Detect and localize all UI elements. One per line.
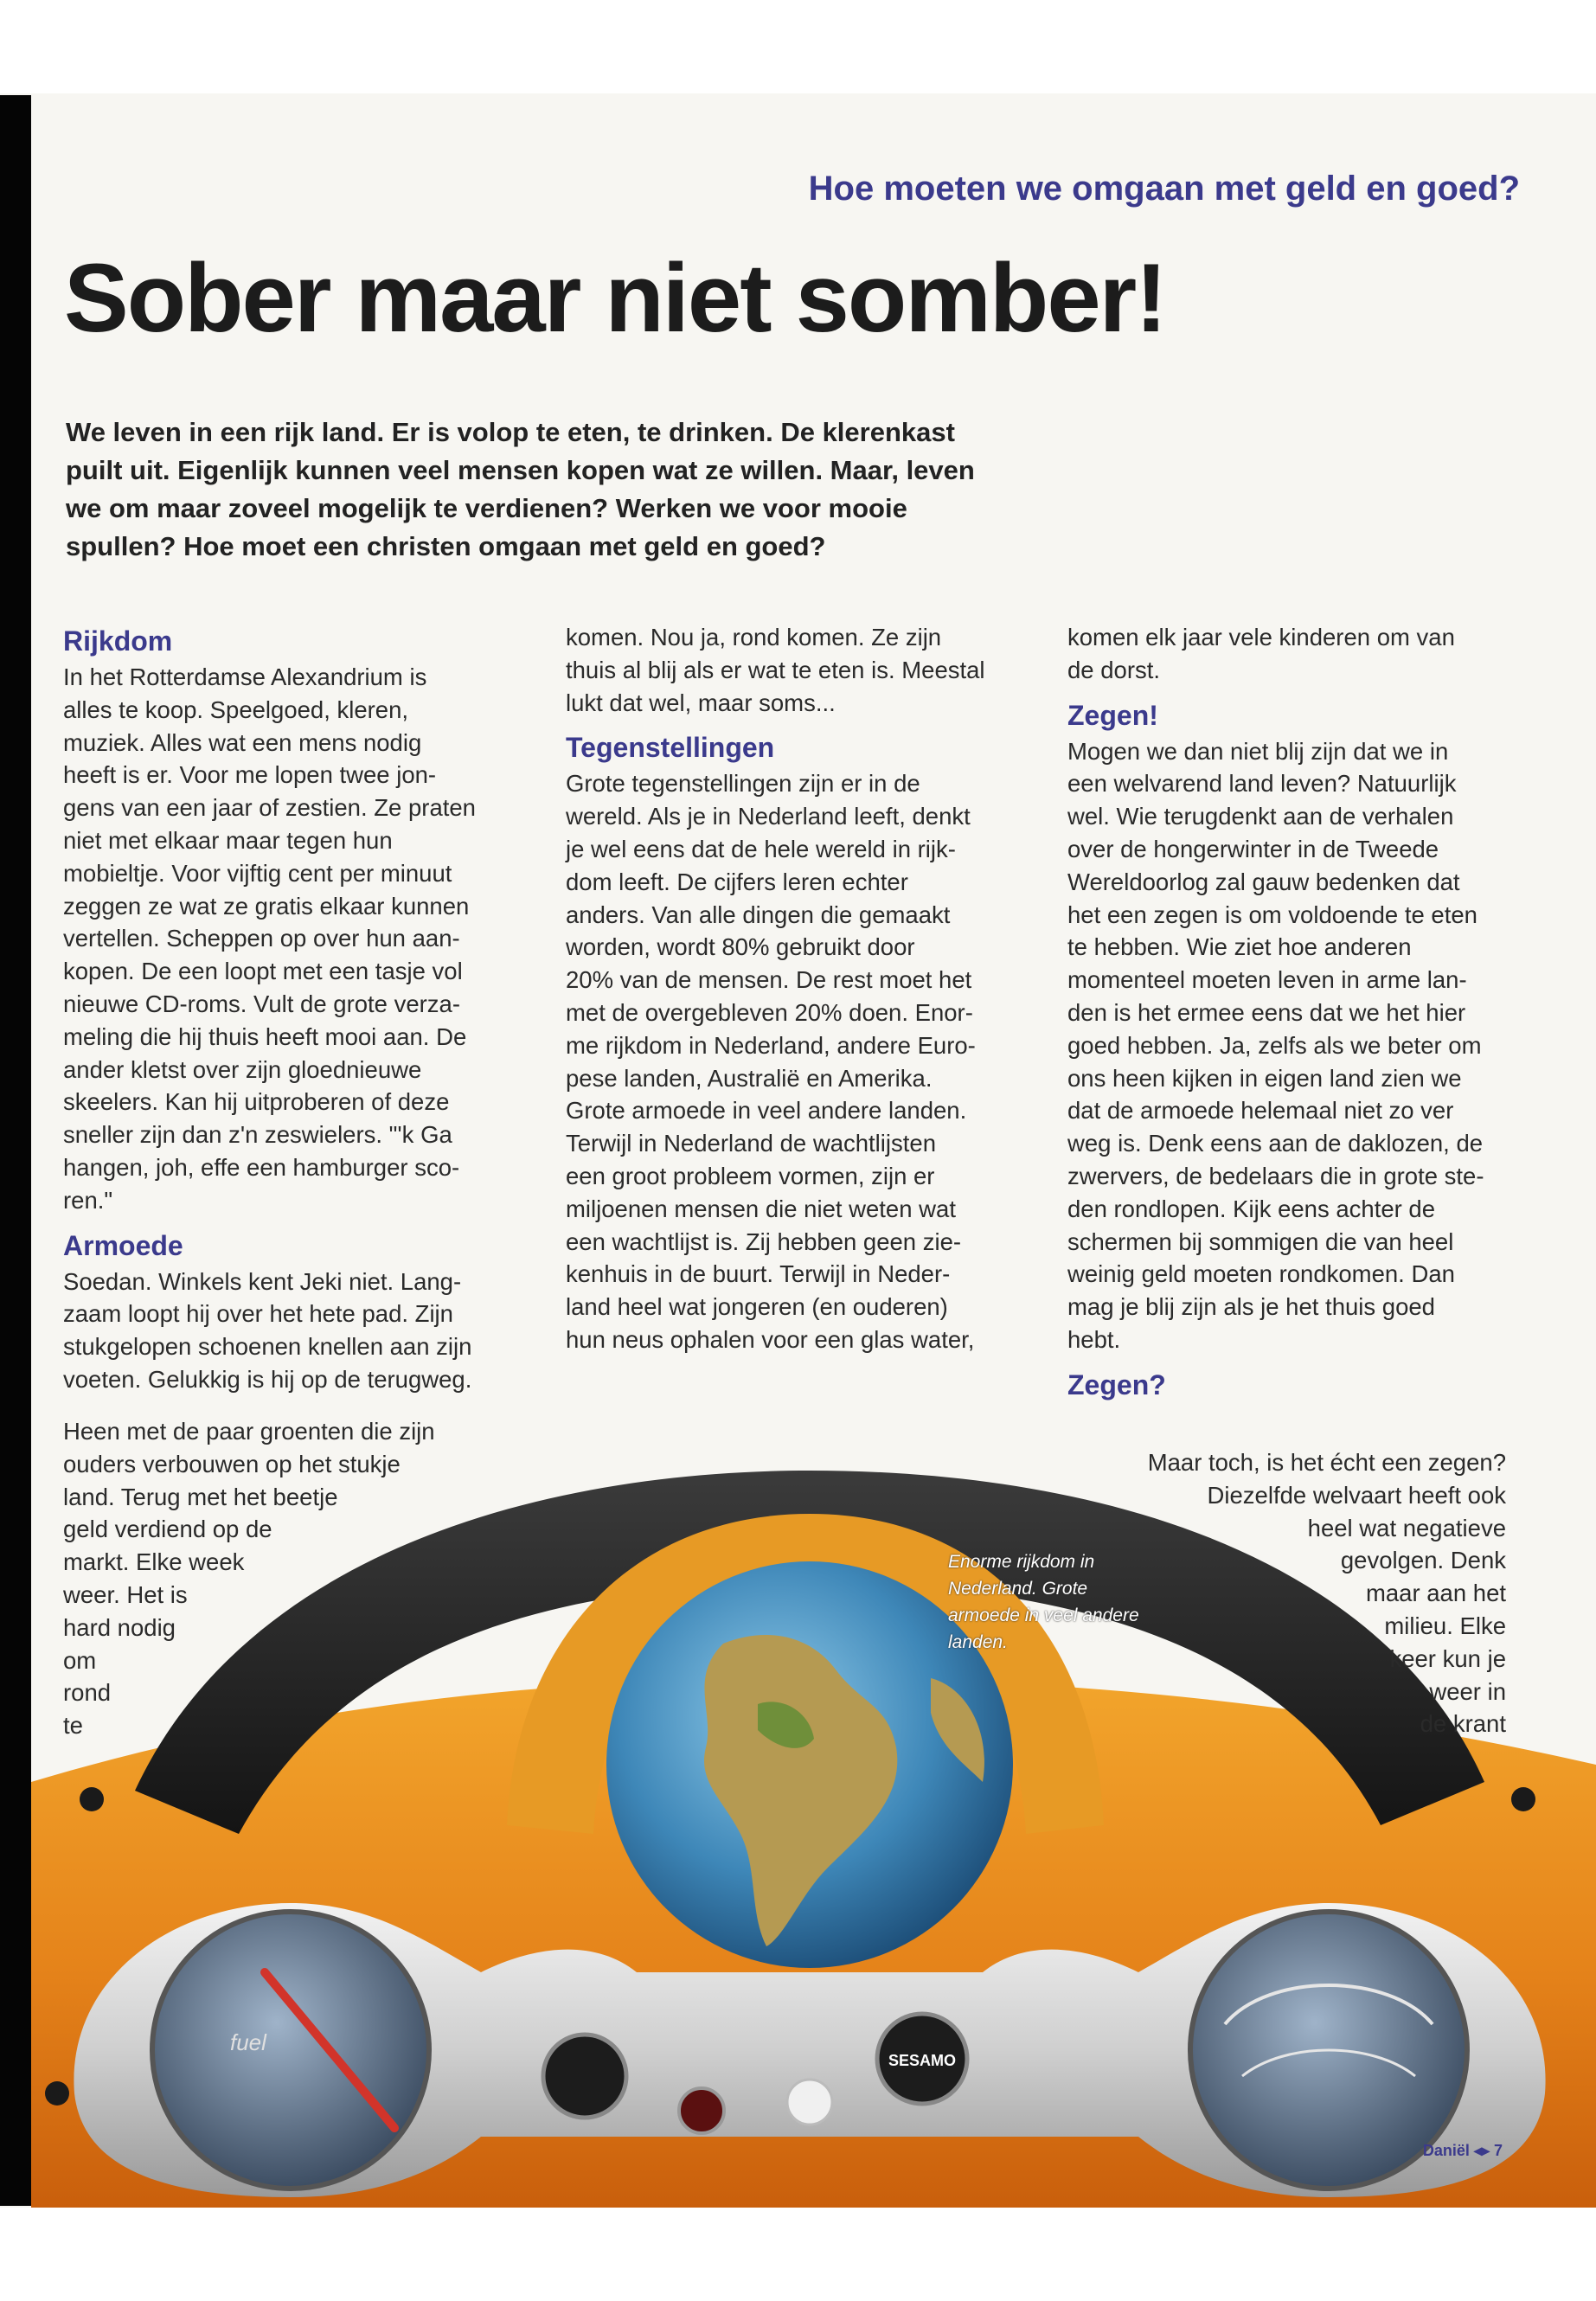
wrap-line: land. Terug met het beetje xyxy=(63,1483,338,1510)
headline: Sober maar niet somber! xyxy=(64,244,1166,352)
top-margin xyxy=(0,0,1596,93)
heading-armoede: Armoede xyxy=(63,1229,183,1261)
heading-zegen-question: Zegen? xyxy=(1067,1368,1166,1400)
wrap-line: rond xyxy=(63,1679,112,1707)
heading-rijkdom: Rijkdom xyxy=(63,625,173,657)
kicker: Hoe moeten we omgaan met geld en goed? xyxy=(808,170,1520,208)
paragraph-armoede: Soedan. Winkels kent Jeki niet. Lang- zaam loopt hij over het hete pad. Zijn stukgelopen schoenen knellen aan zijn voeten. Gelukkig is hij op de terugweg. xyxy=(63,1267,472,1393)
paragraph-zegen: Mogen we dan niet blij zijn dat we in een welvarend land leven? Natuurlijk wel. Wie terugdenkt aan de verhalen over de hongerwinter in de Tweede Wereldoorlog zal gauw bedenken dat het een zegen is om voldoende te eten te hebben. Wie ziet hoe anderen momenteel moeten leven in arme lan- den is het ermee eens dat we het hier goed hebben. Ja, zelfs als we beter om ons heen kijken in eigen land zien we dat de armoede helemaal niet zo ver weg is. Denk eens aan de daklozen, de zwervers, de bedelaars die in grote ste- den rondlopen. Kijk eens achter de schermen bij sommigen die van heel weinig geld moeten rondkomen. Dan mag je blij zijn als je het thuis goed hebt. xyxy=(1067,737,1484,1353)
wrap-line: weer. Het is xyxy=(63,1580,188,1608)
paragraph-rijkdom: In het Rotterdamse Alexandrium is alles te koop. Speelgoed, kleren, muziek. Alles wat een mens nodig heeft is er. Voor me lopen twee jon- gens van een jaar of zestien. Ze praten niet met elkaar maar tegen hun mobieltje. Voor vijftig cent per minuut zeggen ze wat ze gratis elkaar kunnen vertellen. Scheppen op over hun aan- kopen. De een loopt met een tasje vol nieuwe CD-roms. Vult de grote verza- meling die hij thuis heeft mooi aan. De ander kletst over zijn gloednieuwe skeelers. Kan hij uitproberen of deze sneller zijn dan z'n zeswielers. "'k Ga hangen, joh, effe een hamburger sco- ren." xyxy=(63,663,476,1214)
heading-zegen: Zegen! xyxy=(1067,699,1158,731)
wrap-line: weer in xyxy=(1429,1677,1506,1705)
wrap-line: maar aan het xyxy=(1365,1580,1506,1607)
column-2 xyxy=(566,621,1024,1356)
fuel-gauge-label: fuel xyxy=(230,2029,266,2055)
wrap-line: Maar toch, is het écht een zegen? xyxy=(1147,1449,1506,1476)
wrap-line: keer kun je xyxy=(1389,1644,1506,1672)
column-3 xyxy=(1067,621,1526,1405)
column-1-wrap-text xyxy=(63,1415,548,1742)
wrap-line: gevolgen. Denk xyxy=(1340,1547,1506,1574)
wrap-line: heel wat negatieve xyxy=(1307,1514,1506,1541)
column-1 xyxy=(63,621,513,1396)
image-caption: Enorme rijkdom in Nederland. Grote armoede in veel andere landen. xyxy=(948,1552,1139,1652)
bottom-margin xyxy=(0,2208,1596,2301)
wrap-line: Heen met de paar groenten die zijn xyxy=(63,1418,435,1445)
wrap-line: om xyxy=(63,1646,97,1674)
intro-paragraph: We leven in een rijk land. Er is volop te eten, te drinken. De klerenkast puilt uit. Eigenlijk kunnen veel mensen kopen wat ze willen. Maar, leven we om maar zoveel mogelijk te verdienen? Werken we voor mooie spullen? Hoe moet een christen omgaan met geld en goed? xyxy=(66,417,975,561)
wrap-line: Diezelfde welvaart heeft ook xyxy=(1207,1481,1506,1509)
wrap-line: ouders verbouwen op het stukje xyxy=(63,1450,401,1477)
wrap-line: te xyxy=(63,1712,83,1740)
wrap-line: milieu. Elke xyxy=(1384,1612,1506,1639)
heading-tegenstellingen: Tegenstellingen xyxy=(566,732,775,764)
paragraph-continued: komen. Nou ja, rond komen. Ze zijn thuis al blij als er wat te eten is. Meestal lukt dat wel, maar soms... xyxy=(566,624,985,716)
page-footer: Daniël ◂▸ 7 xyxy=(1422,2142,1503,2159)
paragraph-tegenstellingen: Grote tegenstellingen zijn er in de wereld. Als je in Nederland leeft, denkt je wel eens dat de hele wereld in rijk- dom leeft. De cijfers leren echter anders. Van alle dingen die gemaakt worden, wordt 80% gebruikt door 20% van de mensen. De rest moet het met de overgebleven 20% doen. Enor- me rijkdom in Nederland, andere Euro- pese landen, Australië en Amerika. Grote armoede in veel andere landen. Terwijl in Nederland de wachtlijsten een groot probleem vormen, zijn er miljoenen mensen die niet weten wat een wachtlijst is. Zij hebben geen zie- kenhuis in de buurt. Terwijl in Neder- land heel wat jongeren (en ouderen) hun neus ophalen voor een glas water, xyxy=(566,770,976,1353)
scan-edge xyxy=(0,95,31,2206)
wrap-line: hard nodig xyxy=(63,1613,176,1641)
paragraph-continued-3: komen elk jaar vele kinderen om van de dorst. xyxy=(1067,624,1455,683)
brand-badge: SESAMO xyxy=(888,2052,957,2069)
column-3-wrap-text xyxy=(1056,1446,1506,1740)
wrap-line: geld verdiend op de xyxy=(63,1516,272,1543)
wrap-line: de krant xyxy=(1420,1710,1506,1738)
wrap-line: markt. Elke week xyxy=(63,1548,245,1576)
